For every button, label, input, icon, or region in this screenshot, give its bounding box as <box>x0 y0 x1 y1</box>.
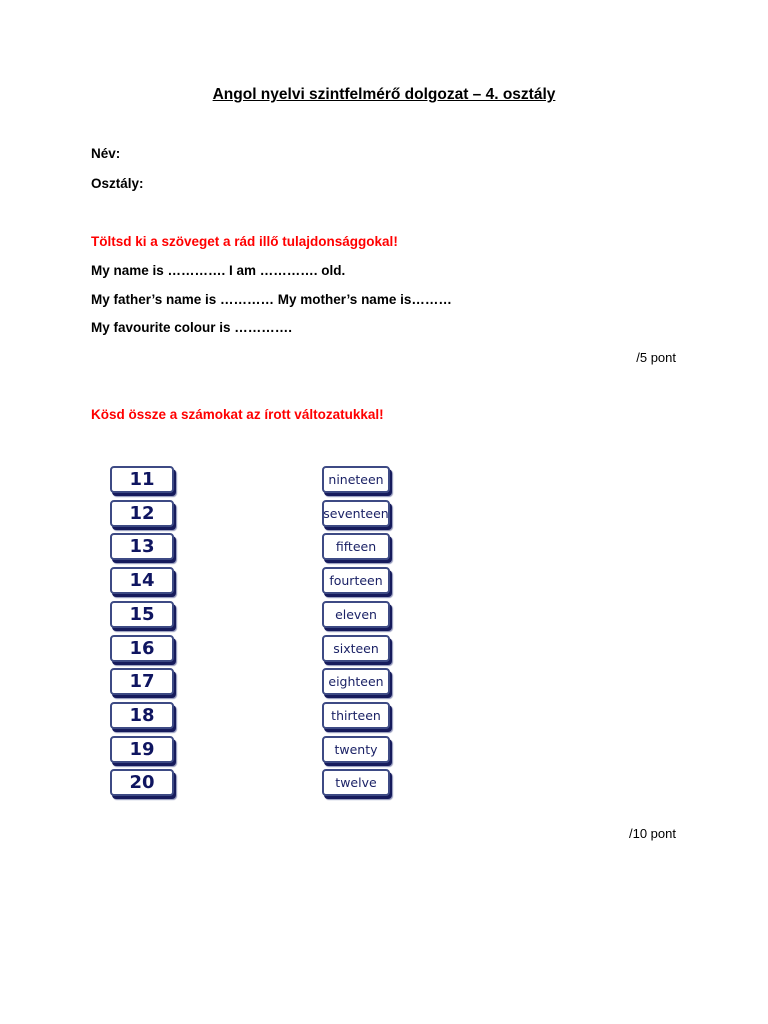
word-box[interactable]: eighteen <box>322 668 390 695</box>
number-box[interactable]: 11 <box>110 466 174 493</box>
number-box[interactable]: 20 <box>110 769 174 796</box>
task1-points: /5 pont <box>636 350 676 365</box>
name-label: Név: <box>91 146 121 161</box>
task2-points: /10 pont <box>629 826 676 841</box>
word-box[interactable]: fifteen <box>322 533 390 560</box>
task1-instruction: Töltsd ki a szöveget a rád illő tulajdonsággokal! <box>91 234 398 249</box>
task1-line-1: My name is …………. I am …………. old. <box>91 263 346 278</box>
page-title: Angol nyelvi szintfelmérő dolgozat – 4. osztály <box>212 86 556 103</box>
word-box[interactable]: twelve <box>322 769 390 796</box>
class-label: Osztály: <box>91 176 144 191</box>
task2-instruction: Kösd össze a számokat az írott változatukkal! <box>91 407 384 422</box>
number-box[interactable]: 18 <box>110 702 174 729</box>
task1-line-3: My favourite colour is …………. <box>91 320 293 335</box>
word-box[interactable]: eleven <box>322 601 390 628</box>
number-box[interactable]: 16 <box>110 635 174 662</box>
number-box[interactable]: 15 <box>110 601 174 628</box>
word-box[interactable]: thirteen <box>322 702 390 729</box>
number-box[interactable]: 17 <box>110 668 174 695</box>
word-box[interactable]: nineteen <box>322 466 390 493</box>
number-box[interactable]: 12 <box>110 500 174 527</box>
word-box[interactable]: sixteen <box>322 635 390 662</box>
number-box[interactable]: 19 <box>110 736 174 763</box>
number-box[interactable]: 14 <box>110 567 174 594</box>
word-box[interactable]: twenty <box>322 736 390 763</box>
task1-line-2: My father’s name is ………… My mother’s name is……… <box>91 292 452 307</box>
word-box[interactable]: fourteen <box>322 567 390 594</box>
word-box[interactable]: seventeen <box>322 500 390 527</box>
number-box[interactable]: 13 <box>110 533 174 560</box>
